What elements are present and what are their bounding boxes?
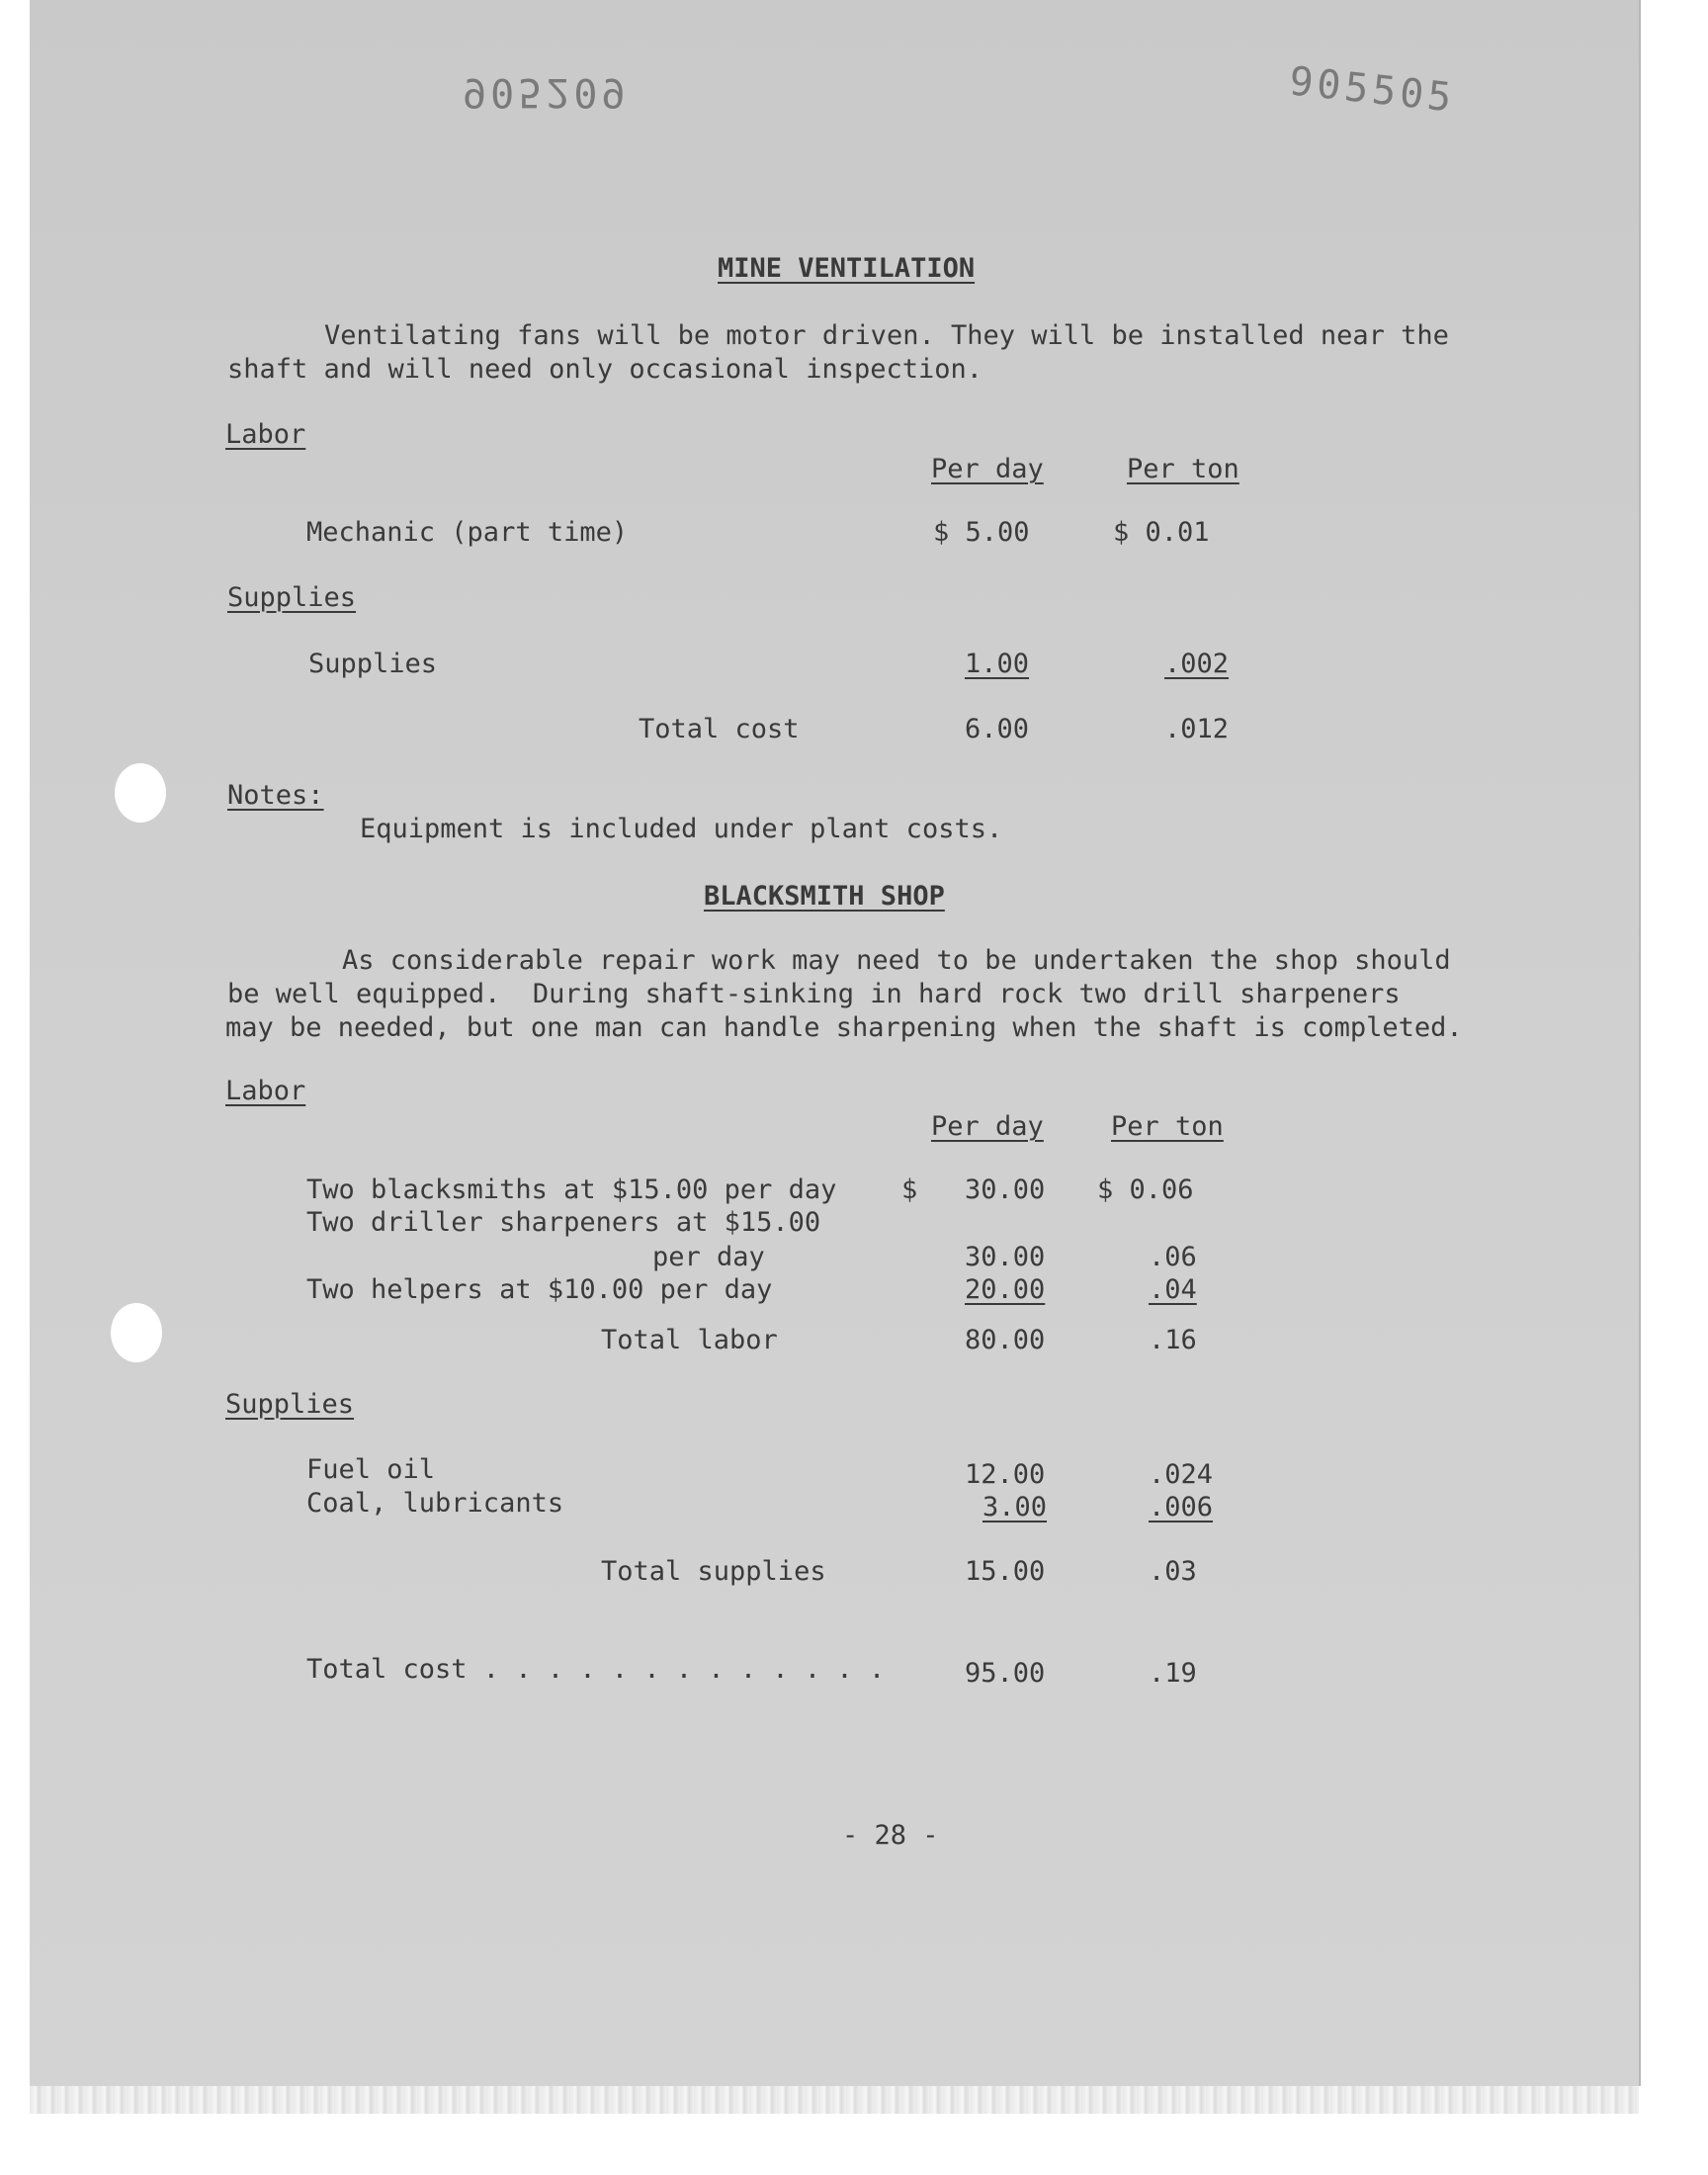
ventilation-labor-heading: Labor — [225, 419, 306, 450]
ventilation-total-per-day: 6.00 — [965, 714, 1030, 744]
helpers-per-day: 20.00 — [965, 1274, 1046, 1305]
supplies-per-day: 1.00 — [965, 649, 1030, 679]
coal-per-day: 3.00 — [982, 1492, 1048, 1522]
sharpeners-per-day: 30.00 — [965, 1242, 1046, 1272]
ventilation-total-label: Total cost — [639, 714, 800, 744]
stamp-number: 905505 — [1287, 58, 1458, 122]
blacksmith-col-per-day: Per day — [931, 1111, 1044, 1142]
mechanic-per-ton: $ 0.01 — [1113, 517, 1210, 548]
blacksmith-labor-heading: Labor — [225, 1076, 306, 1106]
blacksmith-supplies-heading: Supplies — [225, 1389, 355, 1420]
mechanic-label: Mechanic (part time) — [306, 517, 629, 548]
punch-hole-bottom — [111, 1303, 162, 1362]
mechanic-per-day: $ 5.00 — [933, 517, 1030, 548]
helpers-label: Two helpers at $10.00 per day — [306, 1274, 773, 1305]
stamp-number-mirrored: 905209 — [463, 69, 630, 115]
ventilation-col-per-ton: Per ton — [1127, 454, 1239, 484]
blacksmiths-label: Two blacksmiths at $15.00 per day — [306, 1174, 837, 1205]
section-heading-blacksmith: BLACKSMITH SHOP — [704, 881, 945, 912]
fuel-oil-per-day: 12.00 — [965, 1459, 1046, 1490]
total-labor-per-ton: .16 — [1149, 1325, 1197, 1355]
blacksmith-intro-line3: may be needed, but one man can handle sharpening when the shaft is completed. — [225, 1012, 1463, 1043]
sharpeners-label-line1: Two driller sharpeners at $15.00 — [306, 1207, 821, 1238]
notes-text: Equipment is included under plant costs. — [360, 814, 1003, 844]
sharpeners-label-line2: per day — [652, 1242, 765, 1272]
blacksmiths-per-day: 30.00 — [965, 1174, 1046, 1205]
coal-per-ton: .006 — [1149, 1492, 1214, 1522]
ventilation-total-per-ton: .012 — [1164, 714, 1230, 744]
punch-hole-top — [115, 763, 166, 823]
supplies-label: Supplies — [308, 649, 438, 679]
total-cost-per-day: 95.00 — [965, 1658, 1046, 1689]
fuel-oil-per-ton: .024 — [1149, 1459, 1214, 1490]
coal-label: Coal, lubricants — [306, 1488, 564, 1519]
blacksmith-intro-line2: be well equipped. During shaft-sinking in hard rock two drill sharpeners — [227, 979, 1401, 1009]
page-number: - 28 - — [842, 1820, 939, 1851]
notes-heading: Notes: — [227, 780, 324, 811]
total-labor-label: Total labor — [601, 1325, 778, 1355]
total-supplies-per-day: 15.00 — [965, 1556, 1046, 1587]
total-labor-per-day: 80.00 — [965, 1325, 1046, 1355]
supplies-per-ton: .002 — [1164, 649, 1230, 679]
total-supplies-per-ton: .03 — [1149, 1556, 1197, 1587]
blacksmith-intro-line1: As considerable repair work may need to be undertaken the shop should — [342, 945, 1451, 976]
total-supplies-label: Total supplies — [601, 1556, 826, 1587]
helpers-per-ton: .04 — [1149, 1274, 1197, 1305]
total-cost-per-ton: .19 — [1149, 1658, 1197, 1689]
scan-edge — [30, 2086, 1639, 2114]
ventilation-supplies-heading: Supplies — [227, 582, 357, 613]
section-heading-ventilation: MINE VENTILATION — [718, 253, 976, 284]
ventilation-intro-line2: shaft and will need only occasional inspection. — [227, 354, 983, 385]
fuel-oil-label: Fuel oil — [306, 1454, 436, 1485]
blacksmiths-per-ton: $ 0.06 — [1097, 1174, 1194, 1205]
blacksmiths-dollar-sign: $ — [901, 1174, 918, 1205]
sharpeners-per-ton: .06 — [1149, 1242, 1197, 1272]
ventilation-intro-line1: Ventilating fans will be motor driven. They will be installed near the — [324, 320, 1449, 351]
blacksmith-col-per-ton: Per ton — [1111, 1111, 1224, 1142]
ventilation-col-per-day: Per day — [931, 454, 1044, 484]
total-cost-label: Total cost . . . . . . . . . . . . . — [306, 1654, 886, 1685]
